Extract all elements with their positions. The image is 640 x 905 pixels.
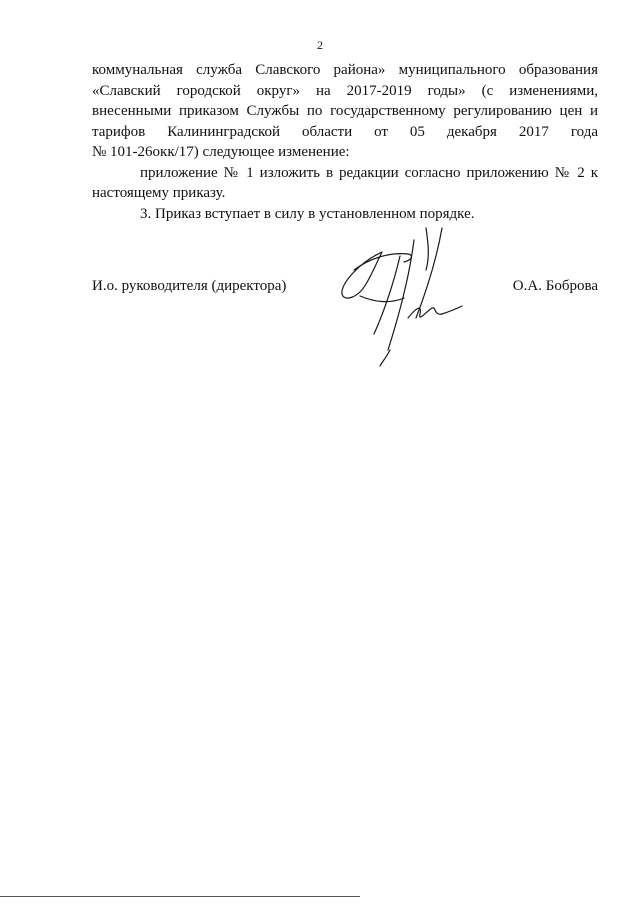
continued-paragraph-line: № 101-26окк/17) следующее изменение: [92,144,350,160]
signatory-name: О.А. Боброва [512,278,598,294]
continued-paragraph-line: коммунальная служба Славского района» муниципального образования [92,62,598,78]
page-number: 2 [317,38,323,52]
position-title: И.о. руководителя (директора) [92,278,287,294]
footer-rule [0,896,360,897]
continued-paragraph-line: «Славский городской округ» на 2017-2019 годы» (с изменениями, [92,82,598,99]
amendment-line: настоящему приказу. [92,185,226,201]
amendment-line: приложение № 1 изложить в редакции согласно приложению № 2 к [140,164,598,181]
handwritten-signature [330,222,470,372]
item-3-paragraph: 3. Приказ вступает в силу в установленном порядке. [140,205,475,222]
document-body [92,60,598,224]
continued-paragraph-line: внесенными приказом Службы по государственному регулированию цен и [92,103,598,119]
continued-paragraph-line: тарифов Калининградской области от 05 декабря 2017 года [92,123,598,140]
